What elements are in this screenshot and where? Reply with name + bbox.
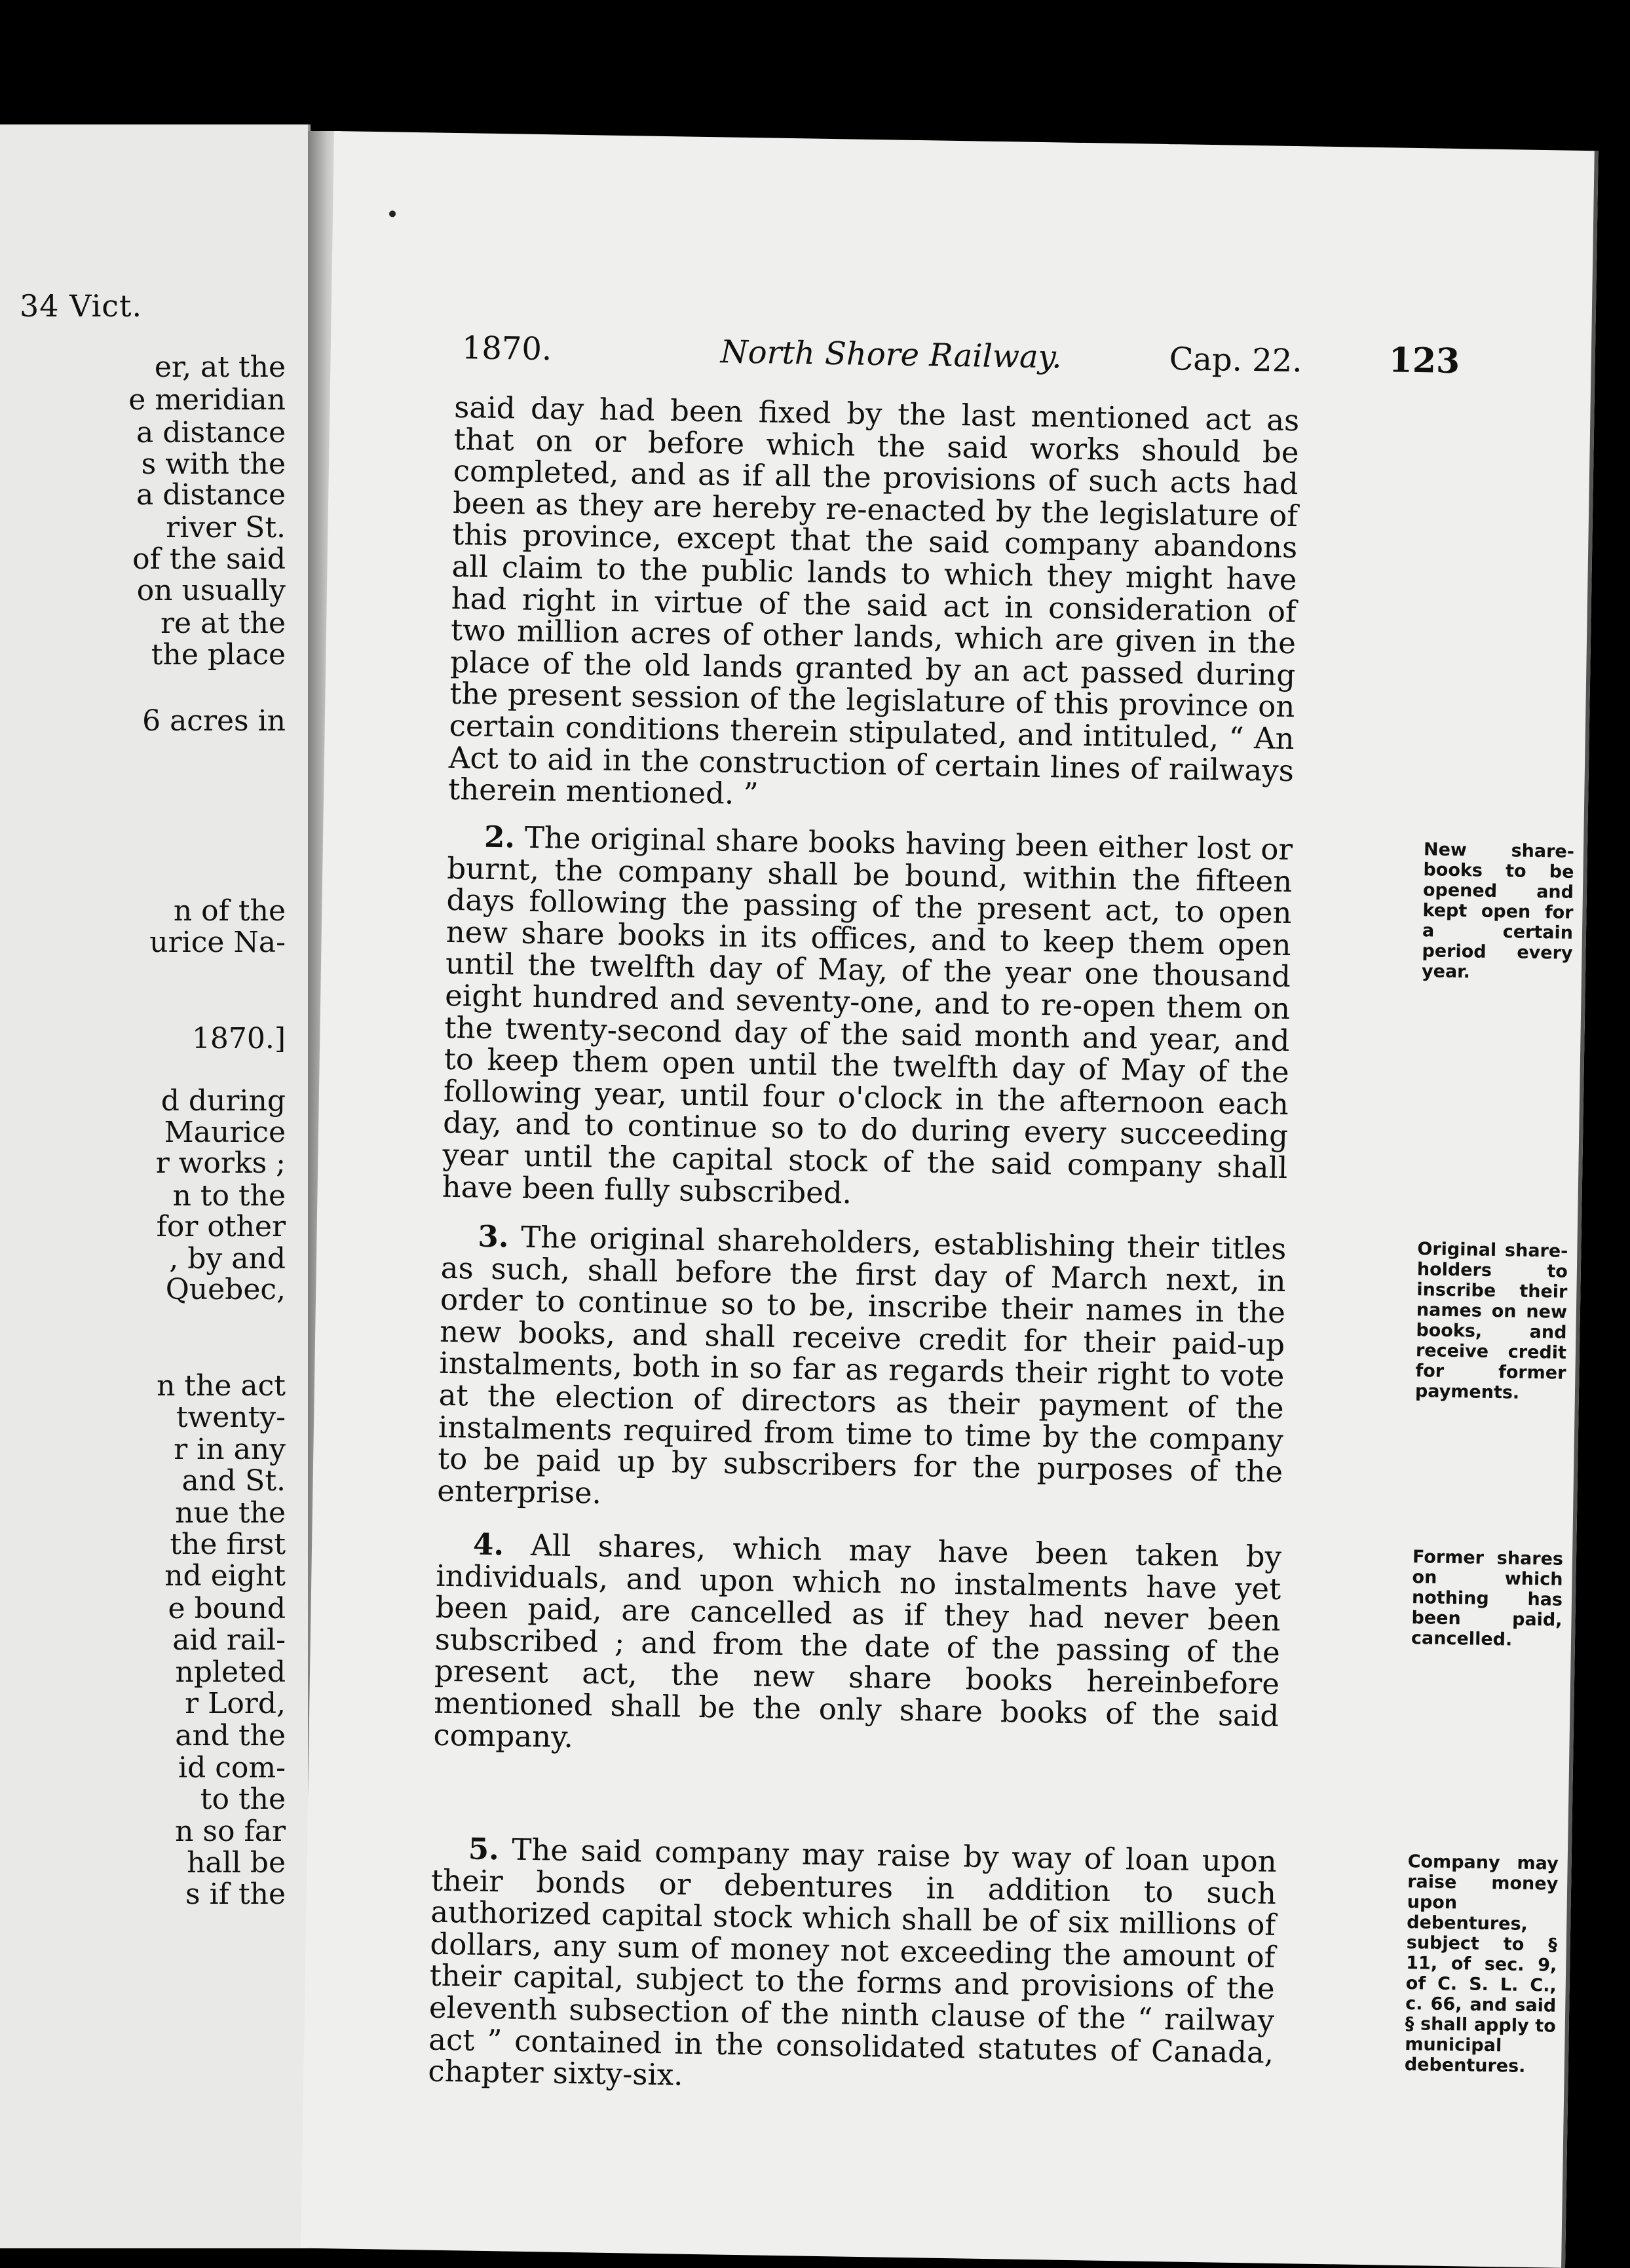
section-4 <box>433 1528 1281 1764</box>
section-number: 3. <box>478 1219 509 1255</box>
left-page-fragment: of the said <box>132 542 286 576</box>
left-page-fragment: aid rail- <box>172 1623 286 1657</box>
left-page-fragment: 6 acres in <box>142 704 286 738</box>
running-head-title: North Shore Railway. <box>720 333 1063 376</box>
section-text: The original share books having been either lost or burnt, the company shall be bound, within the fifteen days following the passing of the present act, to open new share books in its offices, and to keep them open until the twelfth day of May, of the year one thousand eight hundred and seventy-one, and to re-open them on the twenty-second day of the said month and year, and to keep them open until the twelfth day of May of the following year, until four o'clock in the afternoon each day, and to continue so to do during every succeeding year until the capital stock of the said company shall have been fully subscribed. <box>442 820 1293 1211</box>
left-page-fragment: hall be <box>187 1846 286 1880</box>
left-page-fragment: n the act <box>157 1369 286 1403</box>
left-page-fragment: urice Na- <box>149 926 286 959</box>
left-page-fragment: r in any <box>174 1433 286 1466</box>
left-page-fragment: a distance <box>136 416 286 449</box>
facing-page-left <box>0 124 311 2248</box>
section-number: 4. <box>472 1526 504 1562</box>
left-page-fragment: n so far <box>175 1815 286 1848</box>
page-number: 123 <box>1388 340 1460 382</box>
left-page-fragment: r works ; <box>155 1146 286 1180</box>
left-page-fragment: id com- <box>178 1751 286 1785</box>
left-page-fragment: r Lord, <box>185 1687 286 1720</box>
left-page-fragment: s with the <box>141 447 286 481</box>
left-page-fragment: npleted <box>175 1655 286 1689</box>
section-5 <box>428 1833 1277 2101</box>
margin-note-section-2: New share-books to be opened and kept open for a certain period every year. <box>1421 839 1575 983</box>
left-page-fragment: on usually <box>136 574 286 607</box>
left-page-fragment: the place <box>151 638 286 671</box>
left-page-fragment: n of the <box>173 894 286 928</box>
left-page-header: 34 Vict. <box>20 288 143 324</box>
left-page-fragment: and St. <box>181 1464 286 1498</box>
running-head-chapter: Cap. 22. <box>1169 341 1303 380</box>
margin-note-section-5: Company may raise money upon debentures, subject to § 11, of sec. 9, of C. S. L. C., c. 66, and said § shall apply to municipal debentures. <box>1404 1851 1559 2077</box>
left-page-fragment: s if the <box>185 1878 286 1911</box>
section-number: 2. <box>483 819 516 855</box>
running-head <box>461 330 1460 384</box>
section-number: 5. <box>468 1831 500 1867</box>
left-page-fragment: to the <box>200 1783 286 1816</box>
left-page-fragment: nue the <box>175 1496 286 1530</box>
left-page-fragment: er, at the <box>154 350 286 384</box>
left-page-fragment: d during <box>161 1084 286 1118</box>
left-page-fragment: re at the <box>160 607 286 640</box>
left-page-fragment: the first <box>170 1528 286 1561</box>
page-123 <box>301 131 1599 2268</box>
margin-note-section-3: Original share-holders to inscribe their names on new books, and receive credit for former payments. <box>1414 1239 1568 1403</box>
section-3 <box>437 1220 1287 1521</box>
left-page-fragment: twenty- <box>176 1401 286 1434</box>
continuation-paragraph: said day had been fixed by the last mentioned act as that on or before which the said works should be completed, and as if all the provisions of such acts had been as they are hereby re-enacted by the legislature of this province, except that the said company abandons all claim to the public lands to which they might have had right in virtue of the said act in consideration of two million acres of other lands, which are given in the place of the old lands granted by an act passed during the present session of the legislature of this province on certain conditions therein stipulated, and intituled, “ An Act to aid in the construction of certain lines of railways therein mentioned. ” <box>447 389 1300 812</box>
section-text: All shares, which may have been taken by individuals, and upon which no instalments have yet been paid, are cancelled as if they had never been subscribed ; and from the date of the passing of the present act, the new share books hereinbefore mentioned shall be the only share books of the said company. <box>433 1527 1282 1754</box>
left-page-fragment: and the <box>175 1719 286 1752</box>
left-page-fragment: Quebec, <box>165 1273 286 1306</box>
left-page-fragment: e bound <box>168 1592 286 1625</box>
left-page-fragment: e meridian <box>128 383 286 417</box>
left-page-fragment: 1870.] <box>191 1022 286 1055</box>
section-text: The said company may raise by way of loan upon their bonds or debentures in addition to such authorized capital stock which shall be of six millions of dollars, any sum of money not exceeding the amount of their capital, subject to the forms and provisions of the eleventh subsection of the ninth clause of the “ railway act ” contained in the consolidated statutes of Canada, chapter sixty-six. <box>428 1832 1278 2092</box>
margin-note-section-4: Former shares on which nothing has been paid, cancelled. <box>1411 1547 1564 1650</box>
left-page-fragment: a distance <box>136 478 286 512</box>
left-page-fragment: Maurice <box>164 1116 286 1149</box>
left-page-fragment: n to the <box>172 1179 286 1213</box>
left-page-fragment: for other <box>156 1210 286 1243</box>
running-head-year: 1870. <box>461 330 552 368</box>
left-page-fragment: , by and <box>169 1242 286 1276</box>
section-text: The original shareholders, establishing their titles as such, shall before the first day of March next, in order to continue so to be, inscribe their names in the new books, and shall receive credit for their paid-up instalments, both in so far as regards their right to vote at the election of directors as their payment of the instalments required from time to time by the company to be paid up by subscribers for the purposes of the enterprise. <box>437 1219 1287 1511</box>
speck-mark <box>389 210 396 217</box>
statute-text <box>428 389 1575 2092</box>
section-2 <box>442 821 1293 1216</box>
left-page-fragment: river St. <box>166 511 286 544</box>
left-page-fragment: nd eight <box>164 1559 286 1593</box>
